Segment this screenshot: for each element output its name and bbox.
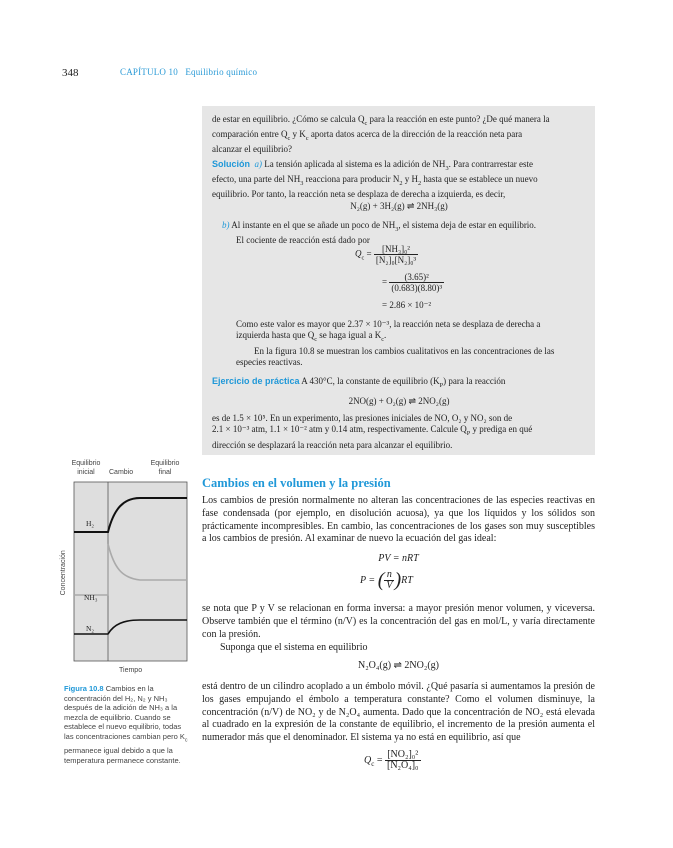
- label-initial: Equilibrio inicial: [71, 460, 101, 476]
- label-n2: N₂: [86, 624, 95, 633]
- qc-expression: $Q_c$ = $\frac{\text{[NH₃]₀²}}{\text{[N₂]₀[N₂]₀³}}$: [355, 244, 417, 265]
- chapter-header: [120, 67, 257, 77]
- x-axis-label: Tiempo: [119, 667, 143, 674]
- chapter-label: CAPÍTULO 10: [120, 67, 178, 77]
- chapter-title: Equilibrio químico: [185, 67, 258, 77]
- y-axis-label: Concentración: [60, 550, 68, 596]
- label-change: Cambio: [109, 469, 134, 476]
- solution-label: Solución: [212, 159, 250, 169]
- equation-2: 2NO(g) + O₂(g) ⇌ 2NO₂(g): [348, 396, 450, 406]
- solution-text: Solución a) La tensión aplicada al sistema es la adición de $NH_3$. Para contrarrestar este efecto, una parte del $NH_3$ reacciona para producir $N_2$ y $H_2$ hasta que se establece un nuevo equilibrio. Por tanto, la reacción neta se desplaza de derecha a izquierda, es decir,: [212, 159, 538, 200]
- page-number: 348: [62, 67, 79, 79]
- section-paragraph-2: se nota que P y V se relacionan en forma inversa: a mayor presión menor volumen, y viceversa. Observe también que el término (n/V) es la concentración del gas en mol/L, y varía directamente con la presión.: [202, 603, 595, 640]
- equation-1: N₂(g) + 3H₂(g) ⇌ 2NH₃(g): [350, 201, 448, 211]
- section-title: Cambios en el volumen y la presión: [202, 476, 391, 490]
- practice-text: Ejercicio de práctica A 430°C, la constante de equilibrio $(K_P)$ para la reacción: [212, 376, 506, 389]
- conclusion-text: Como este valor es mayor que 2.37 × 10⁻³, la reacción neta se desplaza de derecha a izquierda hasta que $Q_c$ se haga igual a $K_c$. En la figura 10.8 se muestran los cambios cualitativos en las concentraciones de las especies reactivas.: [236, 319, 555, 368]
- label-h2: H₂: [86, 519, 95, 528]
- label-nh3: NH₃: [84, 593, 98, 602]
- equation-p: P = ( $\frac{n}{V}$ )RT: [360, 569, 413, 592]
- equation-4: $Q_c$ = $\frac{\text{[NO₂]₀²}}{\text{[N₂O₄]₀}}$: [364, 749, 419, 771]
- label-final: Equilibrio final: [150, 460, 180, 476]
- practice-label: Ejercicio de práctica: [212, 376, 300, 386]
- qc-substituted: = $\frac{\text{(3.65)²}}{\text{(0.683)(8.80)³}}$: [382, 272, 443, 293]
- concentration-chart: [58, 478, 194, 668]
- practice-text-2: es de 1.5 × 10⁵. En un experimento, las presiones iniciales de NO, O₂ y NO₂ son de 2.1 × 10⁻³ atm, 1.1 × 10⁻² atm y 0.14 atm, respectivamente. Calcule $Q_P$ y prediga en qué dirección se desplazará la reacción neta para alcanzar el equilibrio.: [212, 413, 533, 450]
- equation-pv: PV = nRT: [378, 553, 419, 564]
- example-intro: de estar en equilibrio. ¿Cómo se calcula $Q_c$ para la reacción en este punto? ¿De qué manera la comparación entre $Q_c$ y $K_c$ aporta datos acerca de la dirección de la reacción neta para alcanzar el equilibrio?: [212, 114, 550, 155]
- section-paragraph-3: Suponga que el sistema en equilibrio: [220, 642, 368, 653]
- equation-3: N₂O₄(g) ⇌ 2NO₂(g): [357, 660, 440, 671]
- part-b-text: b) Al instante en el que se añade un poco de $NH_3$, el sistema deja de estar en equilibrio. El cociente de reacción está dado por: [222, 220, 537, 246]
- section-paragraph-4: está dentro de un cilindro acoplado a un émbolo móvil. ¿Qué pasaría si aumentamos la presión de los gases empujando el émbolo a temperatura constante? Como el volumen disminuye, la concentración (n/V) de NO₂ y de N₂O₄ aumenta. Dado que la concentración de NO₂ está elevada al cuadrado en la expresión de la constante de equilibrio, el incremento de la presión aumenta el numerador más que el denominador. El sistema ya no está en equilibrio, así que: [202, 681, 595, 744]
- section-paragraph-1: Los cambios de presión normalmente no alteran las concentraciones de las especies reactivas en fase condensada (por ejemplo, en disolución acuosa), ya que los líquidos y los sólidos son prácticamente incompresibles. En cambio, las concentraciones de los gases son muy susceptibles a los cambios de presión. Al examinar de nuevo la ecuación del gas ideal:: [202, 495, 595, 545]
- qc-value: = 2.86 × 10⁻²: [382, 300, 432, 310]
- figure-caption: Figura 10.8 Cambios en la concentración del H₂, N₂ y NH₃ después de la adición de NH₃ a la mezcla de equilibrio. Cuando se establece el nuevo equilibrio, todas las concentraciones cambian pero $K_c$ permanece igual debido a que la temperatura permanece constante.: [64, 684, 188, 765]
